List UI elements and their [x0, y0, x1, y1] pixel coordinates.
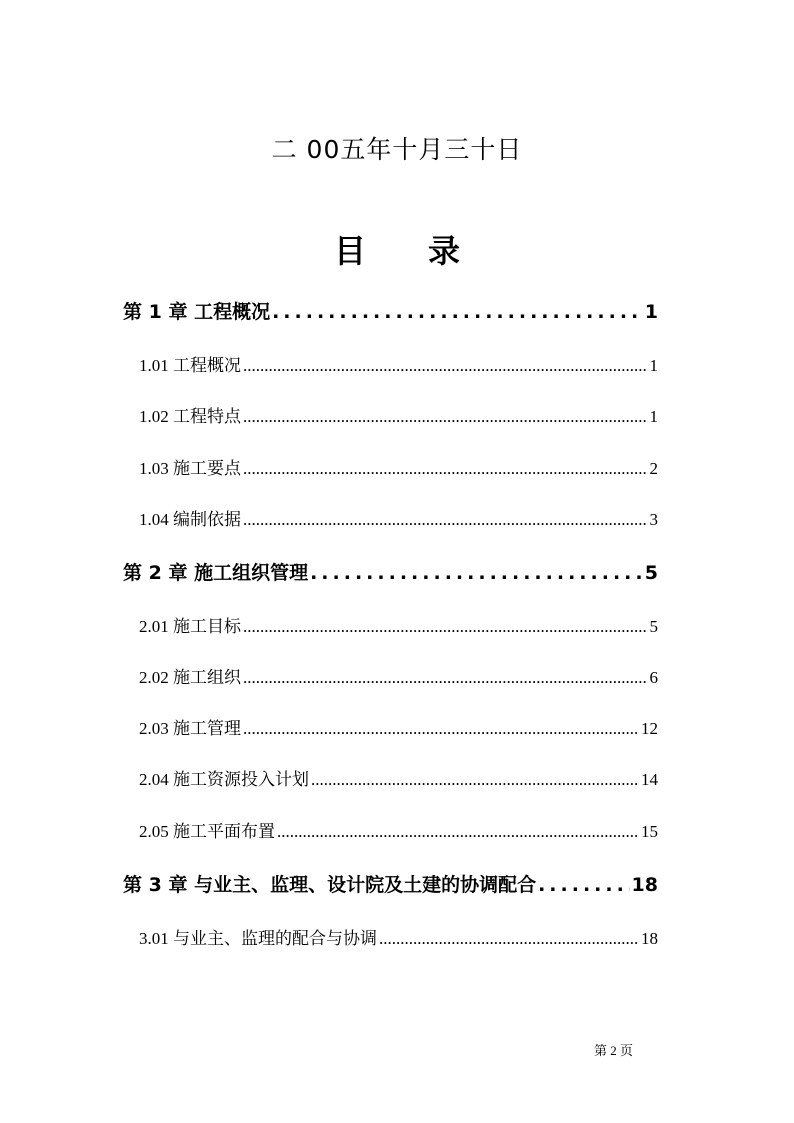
toc-entry-page: 18 [631, 874, 658, 896]
dot-leader [243, 668, 648, 688]
toc-entry-page: 1 [649, 407, 658, 426]
toc-entry-label: 1.01 工程概况 [139, 356, 241, 375]
toc-entry-page: 1 [644, 301, 658, 323]
toc-entry-chapter-1[interactable] [123, 297, 658, 324]
toc-entry-label: 2.05 施工平面布置 [139, 822, 275, 841]
toc-entry-section-1-02[interactable] [139, 402, 658, 427]
dot-leader [538, 874, 629, 896]
toc-entry-page: 12 [641, 719, 658, 738]
toc-entry-label: 2.03 施工管理 [139, 719, 241, 738]
page-number-footer: 第 2 页 [594, 1043, 634, 1058]
toc-entry-section-3-01[interactable] [139, 924, 658, 949]
toc-entry-section-2-04[interactable] [139, 765, 658, 790]
toc-entry-label: 第 3 章 与业主、监理、设计院及土建的协调配合 [123, 874, 537, 896]
dot-leader [243, 407, 648, 427]
toc-entry-label: 1.03 施工要点 [139, 459, 241, 478]
toc-entry-page: 14 [641, 770, 658, 789]
toc-entry-chapter-2[interactable] [123, 558, 658, 585]
toc-entry-label: 3.01 与业主、监理的配合与协调 [139, 929, 377, 948]
toc-entry-page: 3 [649, 510, 658, 529]
dot-leader [379, 929, 639, 949]
toc-entry-section-1-04[interactable] [139, 505, 658, 530]
toc-entry-chapter-3[interactable] [123, 870, 658, 897]
toc-entry-section-2-02[interactable] [139, 663, 658, 688]
toc-entry-label: 2.01 施工目标 [139, 617, 241, 636]
toc-entry-label: 1.02 工程特点 [139, 407, 241, 426]
toc-title-char-2: 录 [428, 232, 461, 270]
toc-entry-section-1-01[interactable] [139, 351, 658, 376]
date-line: 二 00五年十月三十日 [271, 135, 523, 164]
dot-leader [311, 770, 639, 790]
toc-entry-page: 6 [649, 668, 658, 687]
toc-entry-label: 第 1 章 工程概况 [123, 301, 271, 323]
toc-entry-page: 15 [641, 822, 658, 841]
toc-entry-page: 5 [644, 562, 658, 584]
dot-leader [310, 562, 643, 584]
toc-entry-label: 1.04 编制依据 [139, 510, 241, 529]
dot-leader [277, 822, 639, 842]
dot-leader [243, 356, 648, 376]
toc-entry-section-2-01[interactable] [139, 612, 658, 637]
dot-leader [243, 459, 648, 479]
dot-leader [243, 617, 648, 637]
dot-leader [272, 301, 643, 323]
toc-entry-label: 第 2 章 施工组织管理 [123, 562, 309, 584]
toc-entry-label: 2.04 施工资源投入计划 [139, 770, 309, 789]
toc-entry-page: 18 [641, 929, 658, 948]
toc-entry-page: 2 [649, 459, 658, 478]
toc-title-char-1: 目 [333, 232, 366, 270]
dot-leader [243, 510, 648, 530]
toc-entry-section-2-05[interactable] [139, 817, 658, 842]
toc-entry-section-1-03[interactable] [139, 454, 658, 479]
toc-entry-label: 2.02 施工组织 [139, 668, 241, 687]
toc-entry-page: 1 [649, 356, 658, 375]
toc-entry-page: 5 [649, 617, 658, 636]
toc-entry-section-2-03[interactable] [139, 714, 658, 739]
toc-title [0, 226, 794, 272]
dot-leader [243, 719, 639, 739]
